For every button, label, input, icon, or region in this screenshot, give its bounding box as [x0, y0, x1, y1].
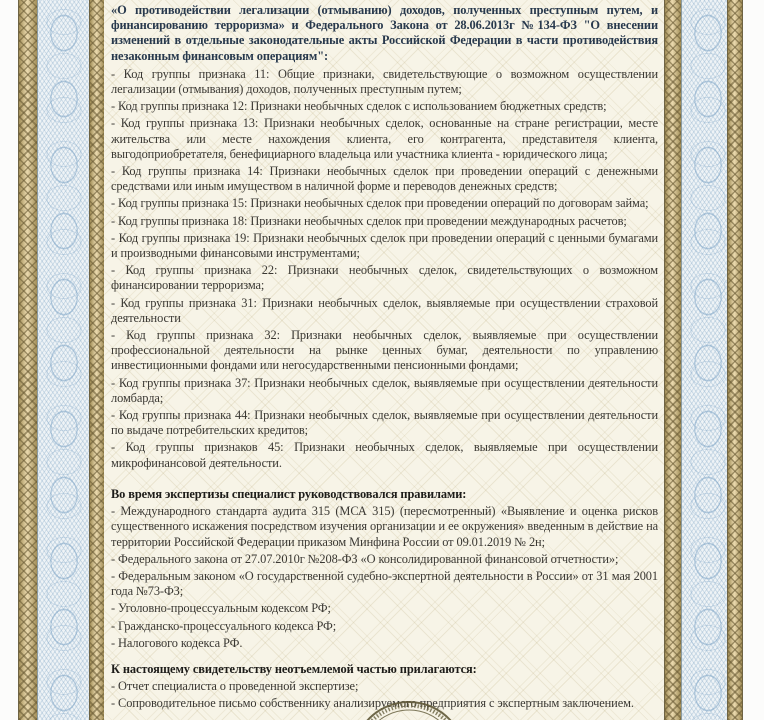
- left-inner-braid-border: [89, 0, 105, 720]
- rule-item-upk: - Уголовно-процессуальным кодексом РФ;: [111, 601, 331, 616]
- code-item-12: - Код группы признака 12: Признаки необычных сделок с использованием бюджетных средств;: [111, 99, 607, 114]
- code-item-14: - Код группы признака 14: Признаки необычных сделок при проведении операций с денежными средствами или иным имуществом в наличной форме и переводов денежных средств;: [111, 164, 658, 194]
- rules-header: Во время экспертизы специалист руководствовался правилами:: [111, 486, 467, 501]
- rule-item-208fz: - Федерального закона от 27.07.2010г №208-ФЗ «О консолидированной финансовой отчетности»;: [111, 551, 619, 566]
- document-body: [104, 0, 664, 720]
- rule-item-msa315: - Международного стандарта аудита 315 (МСА 315) (пересмотренный) «Выявление и оценка рисков существенного искажения посредством изучения организации и ее окружения» введенным в действие на территории Российской Федерации приказом Минфина России от 09.01.2019 № 2н;: [111, 504, 658, 549]
- intro-paragraph: «О противодействии легализации (отмыванию) доходов, полученных преступным путем, и финансированию терроризма» и Федерального Закона от 28.06.2013г №134-ФЗ "О внесении изменений в отдельные законодательные акты Российской Федерации в части противодействия незаконным финансовым операциям":: [111, 3, 658, 63]
- attachment-item-report: - Отчет специалиста о проведенной экспертизе;: [111, 679, 359, 694]
- code-item-19: - Код группы признака 19: Признаки необычных сделок при проведении операций с ценными бумагами и производными финансовыми инструментами;: [111, 230, 658, 261]
- left-outer-braid-border: [18, 0, 38, 720]
- rule-item-nk: - Налогового кодекса РФ.: [111, 635, 243, 650]
- rule-item-gpk: - Гражданско-процессуального кодекса РФ;: [111, 618, 337, 633]
- code-item-11: - Код группы признака 11: Общие признаки, свидетельствующие о возможном осуществлении легализации (отмывания) доходов, полученных преступным путем;: [111, 66, 658, 97]
- code-item-22: - Код группы признака 22: Признаки необычных сделок, свидетельствующих о возможном финансировании терроризма;: [111, 263, 658, 293]
- code-item-31: - Код группы признака 31: Признаки необычных сделок, выявляемые при осуществлении страховой деятельности: [111, 295, 658, 325]
- code-item-13: - Код группы признака 13: Признаки необычных сделок, основанные на стране регистрации, месте жительства или месте нахождения клиента, его контрагента, представителя клиента, выгодоприобретателя, бенефициарного владельца или участника клиента - юридического лица;: [111, 116, 658, 161]
- attachments-header: К настоящему свидетельству неотъемлемой частью прилагаются:: [111, 661, 477, 676]
- code-item-15: - Код группы признака 15: Признаки необычных сделок при проведении операций по договорам займа;: [111, 196, 649, 211]
- right-guilloche-border: [681, 0, 728, 720]
- code-item-32: - Код группы признака 32: Признаки необычных сделок, выявляемые при осуществлении профессиональной деятельности на рынке ценных бумаг, деятельности по управлению инвестиционными фондами или негосударственными пенсионными фондами;: [111, 328, 658, 373]
- code-item-18: - Код группы признака 18: Признаки необычных сделок при проведении международных расчетов;: [111, 213, 627, 228]
- right-outer-braid-border: [727, 0, 743, 720]
- code-item-37: - Код группы признака 37: Признаки необычных сделок, выявляемые при осуществлении деятельности ломбарда;: [111, 375, 658, 405]
- attachment-item-letter: - Сопроводительное письмо собственнику анализируемого предприятия с экспертным заключением.: [111, 696, 634, 711]
- right-inner-braid-border: [664, 0, 682, 720]
- left-guilloche-border: [37, 0, 90, 720]
- code-item-44: - Код группы признака 44: Признаки необычных сделок, выявляемые при осуществлении деятельности по выдаче потребительских кредитов;: [111, 408, 658, 438]
- rule-item-73fz: - Федеральным законом «О государственной судебно-экспертной деятельности в России» от 31 мая 2001 года №73-ФЗ;: [111, 568, 658, 599]
- code-item-45: - Код группы признаков 45: Признаки необычных сделок, выявляемые при осуществлении микрофинансовой деятельности.: [111, 440, 658, 470]
